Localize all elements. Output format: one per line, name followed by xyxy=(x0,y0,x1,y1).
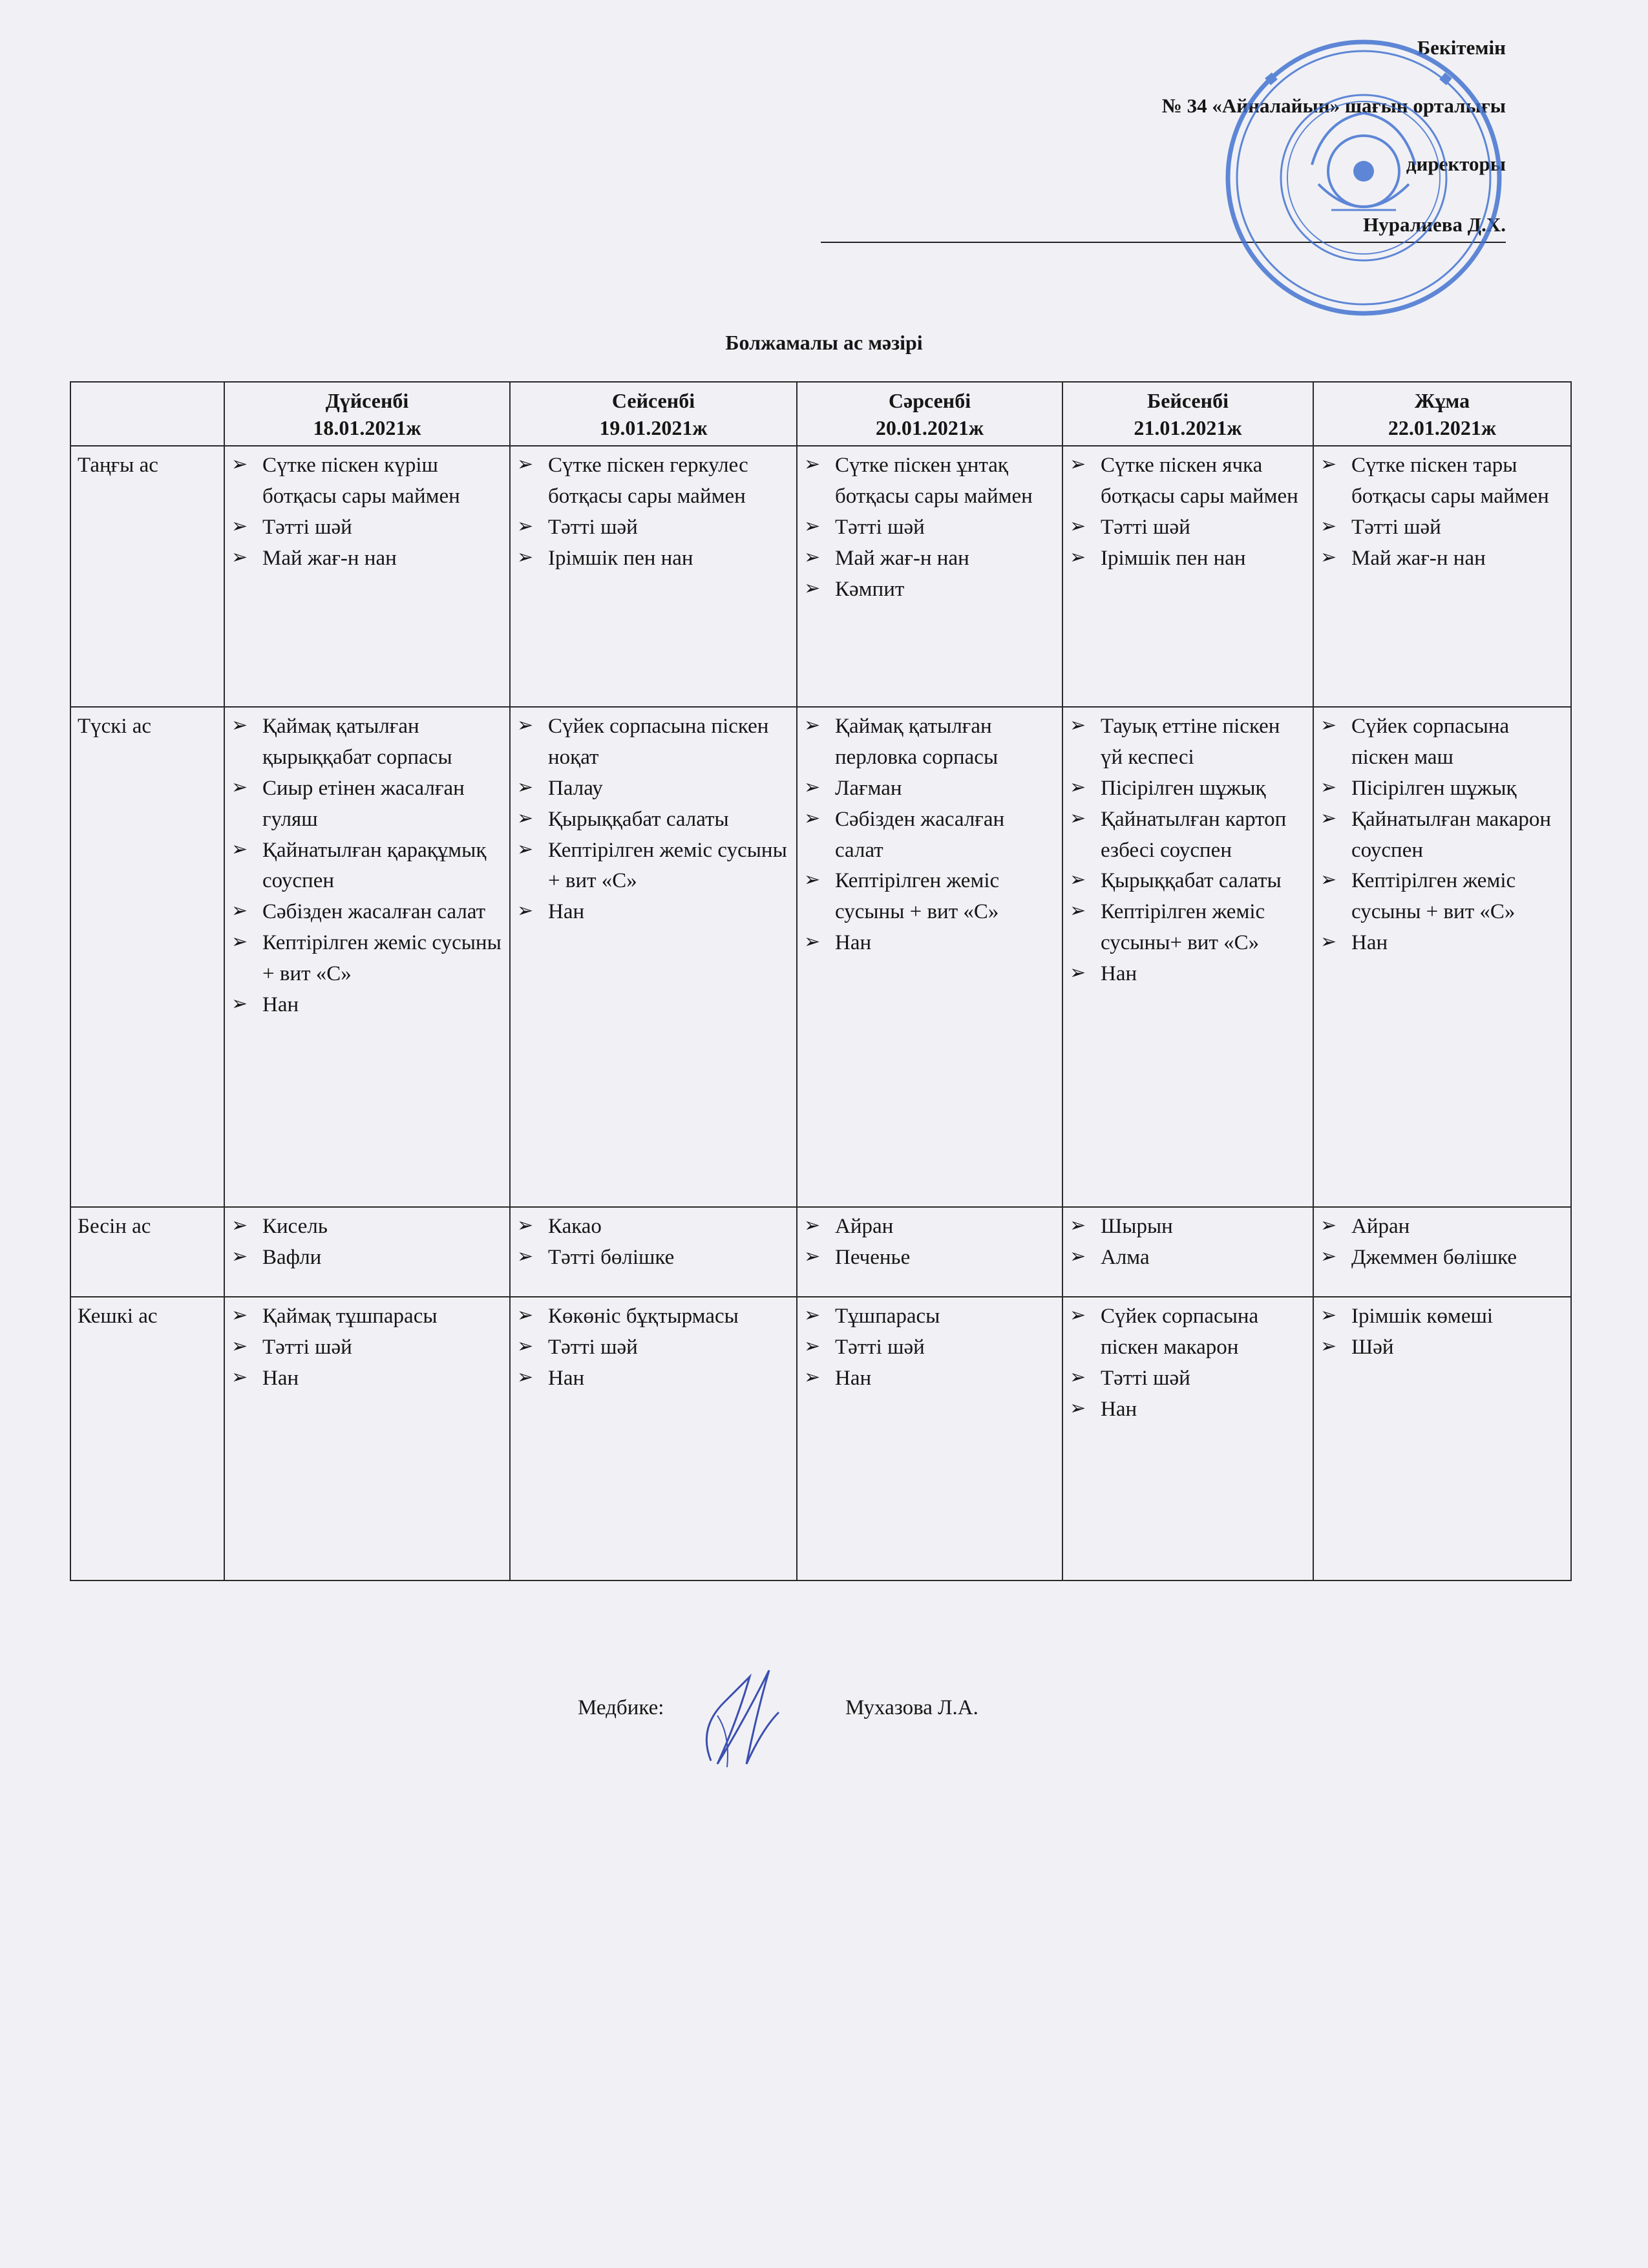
menu-item: ➢ Сиыр етінен жасалған гуляш xyxy=(231,773,503,835)
menu-item: ➢ Сүтке піскен геркулес ботқасы сары маймен xyxy=(517,450,790,512)
meal-row-snack xyxy=(70,1207,1571,1297)
menu-item: ➢ Кептірілген жеміс сусыны + вит «С» xyxy=(517,835,790,898)
menu-item: ➢ Сүйек сорпасына піскен макарон xyxy=(1070,1301,1306,1363)
menu-cell xyxy=(1313,1297,1571,1580)
corner-cell xyxy=(70,382,224,446)
menu-item: ➢ Нан xyxy=(231,1363,503,1394)
day-header: Сәрсенбі 20.01.2021ж xyxy=(797,382,1062,446)
menu-item: ➢ Какао xyxy=(517,1212,790,1243)
menu-cell xyxy=(1062,1297,1313,1580)
menu-item: ➢ Қаймақ тұшпарасы xyxy=(231,1301,503,1332)
menu-item: ➢ Сүйек сорпасына піскен маш xyxy=(1320,711,1564,773)
meal-label: Түскі ас xyxy=(70,707,224,1207)
menu-item: ➢ Тәтті шәй xyxy=(1320,512,1564,543)
menu-item: ➢ Тәтті шәй xyxy=(804,1332,1055,1363)
menu-item: ➢ Қайнатылған қарақұмық соуспен xyxy=(231,835,503,898)
menu-item: ➢ Тұшпарасы xyxy=(804,1301,1055,1332)
menu-item: ➢ Ірімшік пен нан xyxy=(517,543,790,574)
menu-item: ➢ Тәтті шәй xyxy=(517,512,790,543)
menu-item: ➢ Сүтке піскен күріш ботқасы сары маймен xyxy=(231,450,503,512)
menu-item: ➢ Сүтке піскен ұнтақ ботқасы сары маймен xyxy=(804,450,1055,512)
menu-cell xyxy=(797,446,1062,707)
meal-row-breakfast xyxy=(70,446,1571,707)
menu-cell xyxy=(224,1207,510,1297)
menu-item: ➢ Сүтке піскен ячка ботқасы сары маймен xyxy=(1070,450,1306,512)
menu-item: ➢ Тауық еттіне піскен үй кеспесі xyxy=(1070,711,1306,773)
menu-item: ➢ Тәтті шәй xyxy=(231,1332,503,1363)
menu-cell xyxy=(1062,1207,1313,1297)
menu-item: ➢ Тәтті шәй xyxy=(517,1332,790,1363)
menu-item: ➢ Көкөніс бұқтырмасы xyxy=(517,1301,790,1332)
menu-item: ➢ Май жағ-н нан xyxy=(804,543,1055,574)
approval-line-1: Бекітемін xyxy=(1417,36,1506,59)
menu-item: ➢ Айран xyxy=(804,1212,1055,1243)
menu-item: ➢ Алма xyxy=(1070,1243,1306,1274)
menu-item: ➢ Сәбізден жасалған салат xyxy=(231,897,503,928)
menu-cell xyxy=(1062,446,1313,707)
meal-row-dinner xyxy=(70,1297,1571,1580)
menu-item: ➢ Нан xyxy=(1070,1394,1306,1425)
director-name: Нуралиева Д.Х. xyxy=(821,208,1506,243)
menu-item: ➢ Кептірілген жеміс сусыны + вит «С» xyxy=(804,866,1055,928)
nurse-role: Медбике: xyxy=(578,1696,664,1719)
menu-item: ➢ Вафли xyxy=(231,1243,503,1274)
menu-item: ➢ Кисель xyxy=(231,1212,503,1243)
menu-cell xyxy=(797,1207,1062,1297)
menu-cell xyxy=(1313,707,1571,1207)
menu-item: ➢ Тәтті шәй xyxy=(1070,1363,1306,1394)
menu-item: ➢ Нан xyxy=(1320,928,1564,959)
menu-item: ➢ Тәтті бөлішке xyxy=(517,1243,790,1274)
header-row xyxy=(70,382,1571,446)
menu-item: ➢ Нан xyxy=(517,897,790,928)
menu-item: ➢ Қаймақ қатылған перловка сорпасы xyxy=(804,711,1055,773)
menu-item: ➢ Нан xyxy=(517,1363,790,1394)
menu-item: ➢ Нан xyxy=(804,1363,1055,1394)
nurse-name: Мухазова Л.А. xyxy=(845,1696,978,1719)
day-header: Сейсенбі 19.01.2021ж xyxy=(510,382,797,446)
menu-item: ➢ Май жағ-н нан xyxy=(1320,543,1564,574)
menu-item: ➢ Шырын xyxy=(1070,1212,1306,1243)
menu-item: ➢ Қайнатылған картоп езбесі соуспен xyxy=(1070,804,1306,866)
day-header: Дүйсенбі 18.01.2021ж xyxy=(224,382,510,446)
menu-item: ➢ Нан xyxy=(231,990,503,1021)
menu-item: ➢ Тәтті шәй xyxy=(231,512,503,543)
menu-cell xyxy=(224,1297,510,1580)
menu-item: ➢ Сүтке піскен тары ботқасы сары маймен xyxy=(1320,450,1564,512)
menu-item: ➢ Лағман xyxy=(804,773,1055,804)
menu-item: ➢ Май жағ-н нан xyxy=(231,543,503,574)
menu-cell xyxy=(797,707,1062,1207)
menu-cell xyxy=(1313,1207,1571,1297)
menu-item: ➢ Ірімшік көмеші xyxy=(1320,1301,1564,1332)
menu-item: ➢ Қайнатылған макарон соуспен xyxy=(1320,804,1564,866)
menu-item: ➢ Кептірілген жеміс сусыны + вит «С» xyxy=(231,928,503,990)
meal-label: Кешкі ас xyxy=(70,1297,224,1580)
menu-item: ➢ Тәтті шәй xyxy=(1070,512,1306,543)
menu-item: ➢ Джеммен бөлішке xyxy=(1320,1243,1564,1274)
menu-item: ➢ Кептірілген жеміс сусыны+ вит «С» xyxy=(1070,897,1306,959)
day-header: Бейсенбі 21.01.2021ж xyxy=(1062,382,1313,446)
menu-item: ➢ Нан xyxy=(804,928,1055,959)
menu-item: ➢ Тәтті шәй xyxy=(804,512,1055,543)
meal-label: Таңғы ас xyxy=(70,446,224,707)
approval-line-2: № 34 «Айналайын» шағын орталығы xyxy=(1161,94,1506,117)
menu-item: ➢ Айран xyxy=(1320,1212,1564,1243)
menu-cell xyxy=(510,707,797,1207)
menu-item: ➢ Палау xyxy=(517,773,790,804)
page-title: Болжамалы ас мәзірі xyxy=(725,331,923,354)
menu-item: ➢ Кәмпит xyxy=(804,574,1055,605)
menu-cell xyxy=(797,1297,1062,1580)
menu-cell xyxy=(224,446,510,707)
menu-item: ➢ Шәй xyxy=(1320,1332,1564,1363)
approval-line-3: директоры xyxy=(1406,152,1506,175)
menu-cell xyxy=(510,1297,797,1580)
menu-cell xyxy=(510,1207,797,1297)
meal-label: Бесін ас xyxy=(70,1207,224,1297)
menu-item: ➢ Сүйек сорпасына піскен ноқат xyxy=(517,711,790,773)
menu-item: ➢ Қаймақ қатылған қырыққабат сорпасы xyxy=(231,711,503,773)
day-header: Жұма 22.01.2021ж xyxy=(1313,382,1571,446)
menu-cell xyxy=(1062,707,1313,1207)
menu-cell xyxy=(1313,446,1571,707)
menu-item: ➢ Сәбізден жасалған салат xyxy=(804,804,1055,866)
menu-table xyxy=(70,381,1572,1581)
handwritten-signature-icon xyxy=(672,1651,801,1780)
menu-item: ➢ Нан xyxy=(1070,959,1306,990)
menu-item: ➢ Қырыққабат салаты xyxy=(1070,866,1306,897)
official-stamp-icon xyxy=(1221,36,1506,320)
meal-row-lunch xyxy=(70,707,1571,1207)
menu-item: ➢ Пісірілген шұжық xyxy=(1320,773,1564,804)
menu-item: ➢ Кептірілген жеміс сусыны + вит «С» xyxy=(1320,866,1564,928)
menu-cell xyxy=(224,707,510,1207)
menu-item: ➢ Ірімшік пен нан xyxy=(1070,543,1306,574)
menu-item: ➢ Пісірілген шұжық xyxy=(1070,773,1306,804)
menu-item: ➢ Печенье xyxy=(804,1243,1055,1274)
menu-cell xyxy=(510,446,797,707)
menu-item: ➢ Қырыққабат салаты xyxy=(517,804,790,835)
